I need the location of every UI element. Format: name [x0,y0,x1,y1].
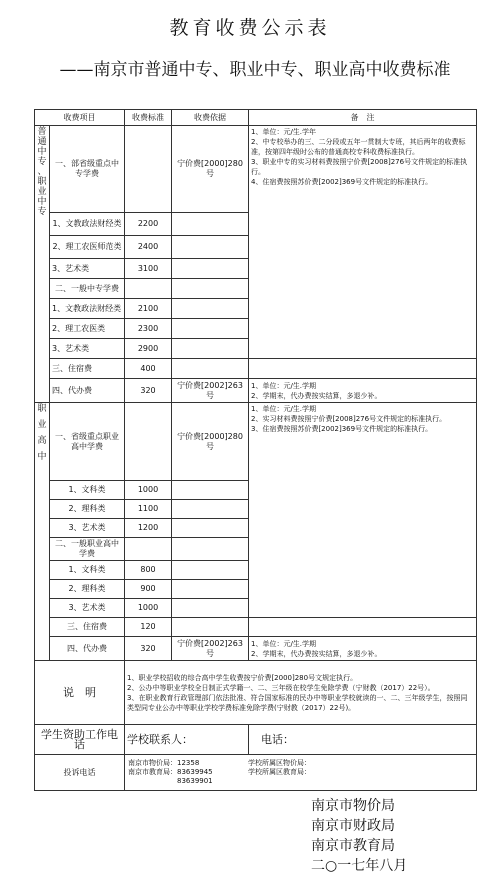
fee-item: 一、省级重点职业高中学费 [50,403,125,481]
fee-item: 2、理工农医类 [50,319,125,339]
fee-item: 三、住宿费 [50,359,125,379]
fee-basis: 宁价费[2002]263号 [172,379,249,403]
header-basis: 收费依据 [172,110,249,126]
table-row [35,725,477,755]
explain-label: 说 明 [35,661,125,725]
fee-note: 1、单位：元/生.学期 2、学期末，代办费按实结算，多退少补。 [249,637,477,661]
aid-label: 学生资助工作电话 [35,725,125,755]
table-header-row [35,110,477,126]
complaint-city: 南京市物价局：12358 南京市教育局：83639945 83639901 [128,759,213,785]
fee-item: 2、理科类 [50,580,125,599]
fee-standard: 2300 [125,319,172,339]
complaint-label: 投诉电话 [35,755,125,791]
fee-standard: 1100 [125,500,172,519]
table-row [35,755,477,791]
explain-text: 1、职业学校招收的综合高中学生收费按宁价费[2000]280号文规定执行。 2、公办中等职业学校全日制正式学籍一、二、三年级在校学生免除学费（宁财教（2017）22号）。 3、在职业教育行政管理部门依法批准、符合国家标准的民办中等职业学校就读的一、二、三年级学生，按照同类型同专业公办中等职业学校学费标准免除学费(宁财教（2017）22号)。 [125,661,477,725]
issuer-education-bureau: 南京市教育局 [311,838,395,854]
issuer-price-bureau: 南京市物价局 [311,798,395,814]
fee-standard [125,126,172,213]
table-row [35,637,477,661]
table-row [35,359,477,379]
header-standard: 收费标准 [125,110,172,126]
fee-item: 一、部省级重点中专学费 [50,126,125,213]
fee-standard: 2200 [125,213,172,236]
fee-standard: 1200 [125,519,172,538]
header-note: 备 注 [249,110,477,126]
fee-item: 三、住宿费 [50,618,125,637]
fee-note: 1、单位：元/生.学年 2、中专校举办的三、二分段或五年一贯制大专班，其后两年的收费标准，按第四年级时公布的普通高校专科收费标准执行。 3、职业中专的实习材料费按照宁价费[2008]276号文件规定的标准执行。 4、住宿费按照苏价费[2002]369号文件规定的标准执行。 [249,126,477,359]
fee-item: 四、代办费 [50,637,125,661]
table-row [35,379,477,403]
aid-contact: 学校联系人： [125,725,249,755]
fee-standard: 1000 [125,599,172,618]
table-row [35,661,477,725]
fee-item: 2、理科类 [50,500,125,519]
aid-phone: 电话： [249,725,477,755]
issue-date: 二○一七年八月 [311,858,408,874]
fee-standard: 1000 [125,481,172,500]
fee-item: 3、艺术类 [50,339,125,359]
fee-item: 1、文科类 [50,481,125,500]
fee-item: 3、艺术类 [50,259,125,279]
fee-standard: 800 [125,561,172,580]
issuer-finance-bureau: 南京市财政局 [311,818,395,834]
fee-standard: 2400 [125,236,172,259]
fee-standard: 2900 [125,339,172,359]
fee-table [34,109,477,791]
section-label-vocational-high: 职 业 高 中 [35,403,50,661]
fee-item: 1、文教政法财经类 [50,213,125,236]
fee-standard: 3100 [125,259,172,279]
fee-standard: 2100 [125,299,172,319]
fee-subheading: 二、一般职业高中学费 [50,538,125,561]
table-row [35,403,477,481]
fee-subheading: 二、一般中专学费 [50,279,125,299]
fee-item: 1、文教政法财经类 [50,299,125,319]
complaint-district: 学校所属区物价局： 学校所属区教育局： [248,759,311,776]
fee-item: 1、文科类 [50,561,125,580]
complaint-phones [125,755,477,791]
fee-item: 3、艺术类 [50,599,125,618]
table-row [35,618,477,637]
fee-basis: 宁价费[2002]263号 [172,637,249,661]
fee-standard: 320 [125,637,172,661]
fee-standard: 120 [125,618,172,637]
fee-basis: 宁价费[2000]280号 [172,126,249,213]
fee-standard: 320 [125,379,172,403]
fee-standard: 400 [125,359,172,379]
fee-standard: 900 [125,580,172,599]
page-title: 教育收费公示表 [169,17,331,39]
fee-note: 1、单位：元/生.学期 2、学期末，代办费按实结算，多退少补。 [249,379,477,403]
issuer-block [311,796,407,876]
header-item: 收费项目 [35,110,125,126]
fee-item: 2、理工农医师范类 [50,236,125,259]
section-label-secondary-vocational: 普 通 中 专 、 职 业 中 专 [35,126,50,403]
fee-basis: 宁价费[2000]280号 [172,403,249,481]
fee-item: 3、艺术类 [50,519,125,538]
fee-item: 四、代办费 [50,379,125,403]
table-row [35,126,477,213]
page-subtitle: ——南京市普通中专、职业中专、职业高中收费标准 [59,60,451,80]
fee-note: 1、单位：元/生.学期 2、实习材料费按照宁价费[2008]276号文件规定的标准执行。 3、住宿费按照苏价费[2002]369号文件规定的标准执行。 [249,403,477,618]
